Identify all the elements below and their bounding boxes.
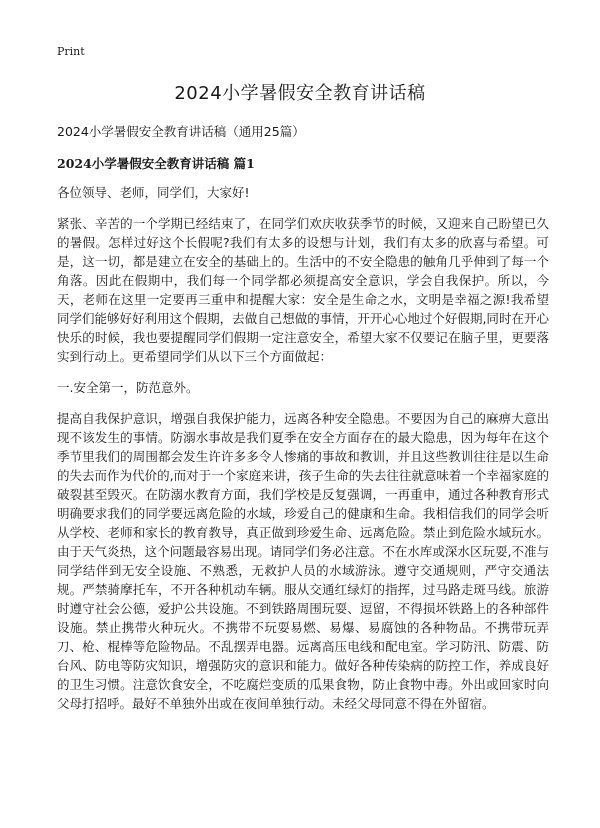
article-body	[57, 122, 549, 725]
intro-paragraph: 紧张、辛苦的一个学期已经结束了，在同学们欢庆收获季节的时候，又迎来自己盼望已久的暑假。怎样过好这个长假呢?我们有太多的设想与计划，我们有太多的欣喜与希望。可是，这一切，都是建立在安全的基础上的。生活中的不安全隐患的触角几乎伸到了每一个角落。因此在假期中，我们每一个同学都必须提高安全意识，学会自我保护。所以，今天，老师在这里一定要再三重申和提醒大家：安全是生命之水，文明是幸福之源!我希望同学们能够好好利用这个假期，去做自己想做的事情，开开心心地过个好假期,同时在开心快乐的时候，我也要提醒同学们假期一定注意安全，希望大家不仅要记在脑子里，更要落实到行动上。更希望同学们从以下三个方面做起：	[57, 216, 549, 364]
body-paragraph: 提高自我保护意识，增强自我保护能力，远离各种安全隐患。不要因为自己的麻痹大意出现不该发生的事情。防溺水事故是我们夏季在安全方面存在的最大隐患，因为每年在这个季节里我们的周围都会发生许许多多令人惨痛的事故和教训，并且这些教训往往是以生命的失去而作为代价的,而对于一个家庭来讲，孩子生命的失去往往就意味着一个幸福家庭的破裂甚至毁灭。在防溺水教育方面，我们学校是反复强调，一再重申，通过各种教育形式明确要求我们的同学要远离危险的水域，珍爱自己的健康和生命。我相信我们的同学会听从学校、老师和家长的教育教导，真正做到珍爱生命、远离危险。禁止到危险水域玩水。由于天气炎热，这个问题最容易出现。请同学们务必注意。不在水库或深水区玩耍,不准与同学结伴到无安全设施、不熟悉，无救护人员的水域游泳。遵守交通规则，严守交通法规。严禁骑摩托车，不开各种机动车辆。服从交通红绿灯的指挥，过马路走斑马线。旅游时遵守社会公德，爱护公共设施。不到铁路周围玩耍、逗留，不得损坏铁路上的各种部件设施。禁止携带火种玩火。不携带不玩耍易燃、易爆、易腐蚀的各种物品。不携带玩弄刀、枪、棍棒等危险物品。不乱摆弄电器。远离高压电线和配电室。学习防汛、防震、防台风、防电等防灾知识，增强防灾的意识和能力。做好各种传染病的防控工作，养成良好的卫生习惯。注意饮食安全，不吃腐烂变质的瓜果食物，防止食物中毒。外出或回家时向父母打招呼。最好不单独外出或在夜间单独行动。未经父母同意不得在外留宿。	[57, 411, 549, 711]
page-title: 2024小学暑假安全教育讲话稿	[174, 83, 426, 104]
article-subtitle: 2024小学暑假安全教育讲话稿（通用25篇）	[57, 124, 305, 139]
section-heading	[57, 154, 549, 173]
section-heading-text: 2024小学暑假安全教育讲话稿 篇1	[57, 156, 255, 171]
greeting-paragraph: 各位领导、老师，同学们，大家好!	[57, 185, 250, 200]
print-link[interactable]: Print	[57, 45, 85, 58]
point-heading: 一.安全第一，防范意外。	[57, 380, 199, 395]
